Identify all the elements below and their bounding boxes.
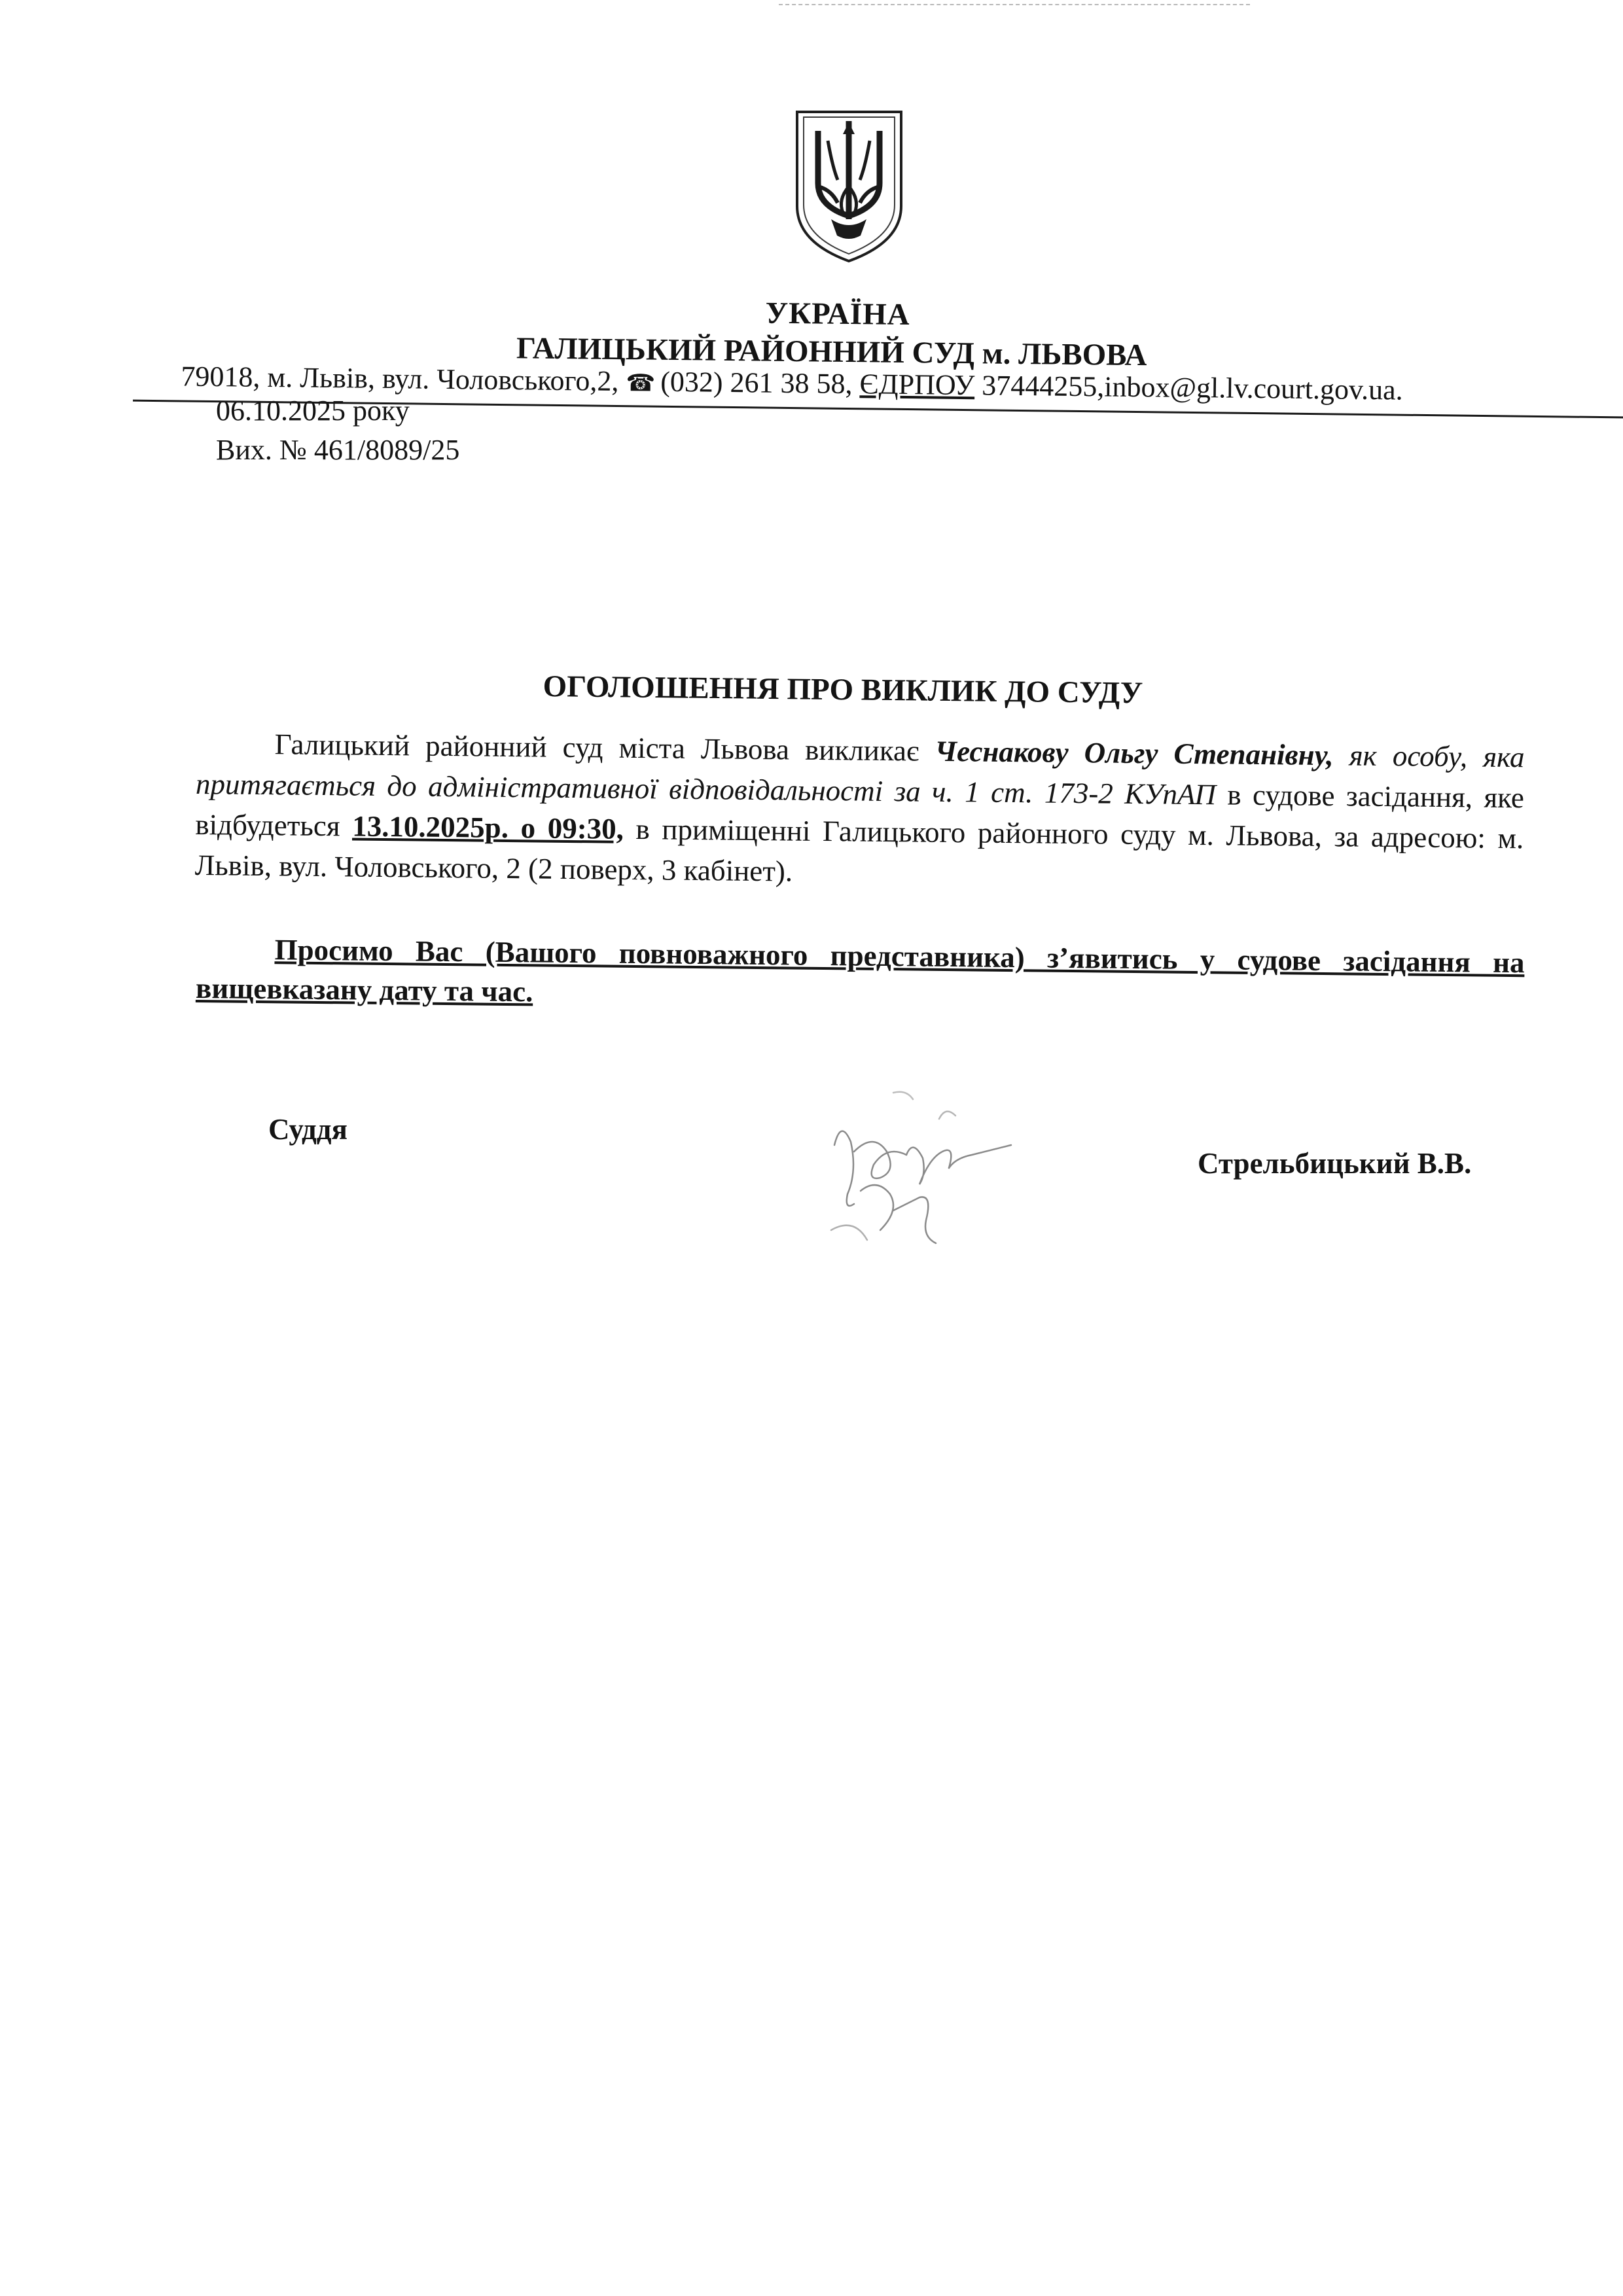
country-name: УКРАЇНА: [765, 296, 910, 332]
summons-text-1: Галицький районний суд міста Львова викликає: [274, 728, 935, 768]
appearance-request-text: Просимо Вас (Вашого повноважного представника) з’явитись у судове засідання на вищевказану дату та час.: [195, 933, 1525, 1008]
summoned-person: Чеснакову Ольгу Степанівну,: [935, 734, 1334, 772]
hearing-datetime: 13.10.2025р. о 09:30,: [351, 809, 624, 845]
court-phone: (032) 261 38 58,: [660, 365, 853, 400]
outgoing-number: Вих. № 461/8089/25: [216, 434, 460, 466]
summons-paragraph: [194, 723, 1524, 899]
document-title: ОГОЛОШЕННЯ ПРО ВИКЛИК ДО СУДУ: [543, 669, 1143, 711]
judge-name: Стрельбицький В.В.: [1198, 1147, 1472, 1180]
scan-top-edge-mark: [779, 4, 1250, 5]
appearance-request: [196, 929, 1525, 1021]
edrpou-label: ЄДРПОУ: [859, 368, 975, 402]
summons-text-4: в приміщенні Галицького районного суду м. Львова, за адресою: м. Львів, вул. Чоловського, 2 (2 поверх, 3 кабінет).: [194, 812, 1524, 888]
document-date: 06.10.2025 року: [216, 395, 410, 427]
letterhead: [98, 288, 1512, 406]
coat-of-arms-icon: [792, 108, 906, 265]
summons-text-2: [1333, 739, 1349, 771]
summons-text-3: в судове засідання, яке відбудеться: [195, 778, 1525, 843]
court-name: ГАЛИЦЬКИЙ РАЙОННИЙ СУД м. ЛЬВОВА: [516, 331, 1147, 373]
judge-label: Суддя: [268, 1113, 348, 1146]
edrpou-and-email: 37444255,inbox@gl.lv.court.gov.ua.: [982, 369, 1403, 406]
liability-basis: як особу, яка притягається до адміністративної відповідальності за ч. 1 ст. 173-2 КУпАП: [195, 739, 1525, 811]
telephone-icon: ☎: [626, 370, 656, 397]
judge-signature: [815, 1080, 1031, 1263]
court-address: 79018, м. Львів, вул. Чоловського,2,: [181, 360, 619, 398]
